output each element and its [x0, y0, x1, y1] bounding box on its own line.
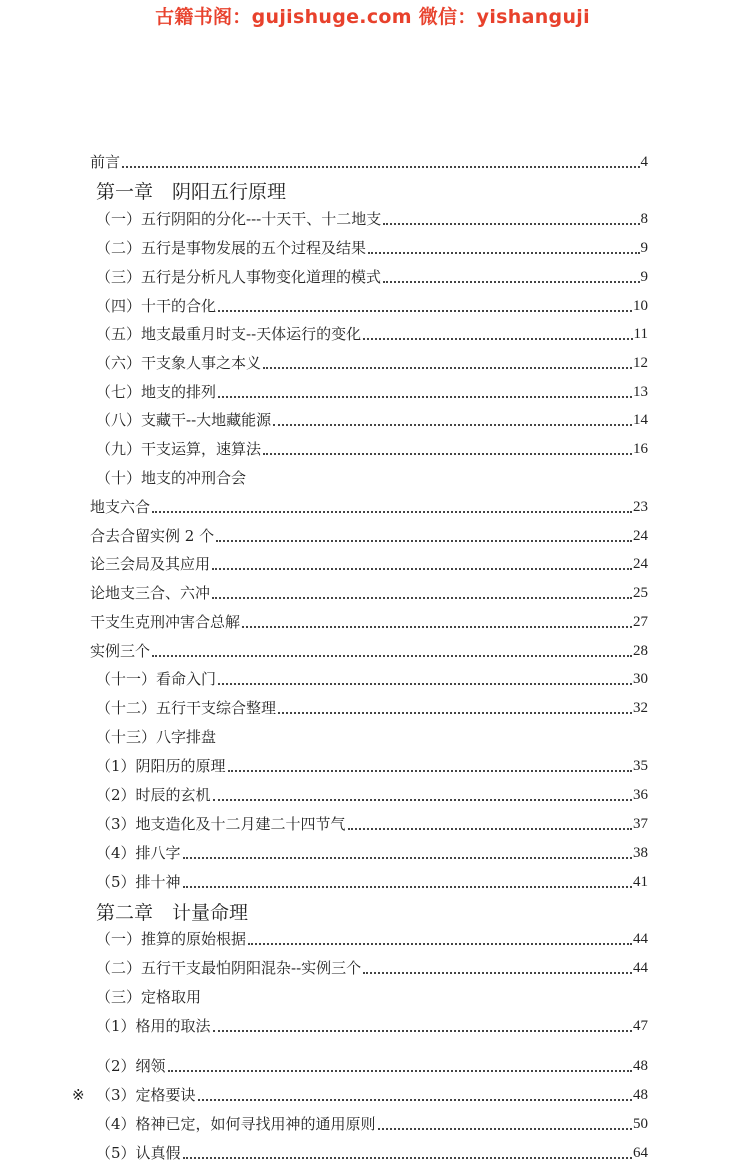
- dot-leader: [383, 281, 639, 283]
- toc-page-number: 23: [633, 499, 648, 515]
- toc-entry-title: （九）干支运算，速算法: [96, 440, 262, 458]
- dot-leader: [348, 828, 632, 830]
- toc-entry: [96, 435, 648, 459]
- dot-leader: [263, 453, 632, 455]
- toc-entry: [90, 637, 648, 661]
- toc-page-number: 38: [633, 845, 648, 861]
- dot-leader: [212, 597, 632, 599]
- toc-entry-title: （七）地支的排列: [96, 383, 217, 401]
- toc-entry-title: 第一章 阴阳五行原理: [96, 181, 287, 203]
- toc-entry-title: （2）纲领: [96, 1057, 166, 1075]
- reference-mark: ※: [72, 1086, 85, 1104]
- toc-entry: [96, 349, 648, 373]
- toc-entry-title: （四）十干的合化: [96, 297, 217, 315]
- dot-leader: [218, 396, 632, 398]
- toc-entry-title: （5）认真假: [96, 1144, 181, 1162]
- toc-entry-title: （5）排十神: [96, 873, 181, 891]
- toc-entry-title: （3）定格要诀: [96, 1086, 196, 1104]
- toc-entry: [90, 579, 648, 603]
- toc-chapter-heading: [96, 174, 648, 202]
- toc-entry-title: （三）五行是分析凡人事物变化道理的模式: [96, 268, 382, 286]
- toc-entry-title: 第二章 计量命理: [96, 902, 249, 924]
- dot-leader: [378, 1128, 632, 1130]
- toc-entry: [96, 263, 648, 287]
- toc-entry: [96, 839, 648, 863]
- toc-entry-title: （4）排八字: [96, 844, 181, 862]
- toc-page-number: 47: [633, 1018, 648, 1034]
- dot-leader: [213, 1030, 632, 1032]
- toc-entry: [96, 464, 648, 488]
- toc-page-number: 24: [633, 556, 648, 572]
- dot-leader: [168, 1070, 632, 1072]
- toc-entry: [90, 148, 648, 172]
- toc-page-number: 12: [633, 355, 648, 371]
- toc-page-number: 27: [633, 614, 648, 630]
- toc-entry-title: （一）五行阴阳的分化---十天干、十二地支: [96, 210, 382, 228]
- toc-page-number: 48: [633, 1058, 648, 1074]
- toc-entry-title: （十）地支的冲刑合会: [96, 469, 247, 487]
- toc-entry-title: （八）支藏干--大地藏能源: [96, 411, 272, 429]
- toc-page-number: 24: [633, 528, 648, 544]
- dot-leader: [152, 511, 632, 513]
- toc-entry: [96, 234, 648, 258]
- toc-entry: [96, 378, 648, 402]
- toc-entry-title: （十三）八字排盘: [96, 728, 217, 746]
- toc-page-number: 50: [633, 1116, 648, 1132]
- dot-leader: [198, 1099, 632, 1101]
- toc-entry: [96, 1139, 648, 1163]
- dot-leader: [183, 857, 632, 859]
- toc-page-number: 41: [633, 874, 648, 890]
- toc-entry-title: 论三会局及其应用: [90, 555, 211, 573]
- toc-page-number: 48: [633, 1087, 648, 1103]
- toc-page-number: 44: [633, 931, 648, 947]
- toc-entry: [96, 954, 648, 978]
- dot-leader: [368, 252, 639, 254]
- dot-leader: [228, 770, 632, 772]
- toc-entry-title: （五）地支最重月时支--天体运行的变化: [96, 325, 362, 343]
- toc-entry: [96, 723, 648, 747]
- toc-entry: [96, 1012, 648, 1036]
- toc-entry: [90, 550, 648, 574]
- watermark-header: 古籍书阁：gujishuge.com 微信：yishanguji: [155, 6, 590, 28]
- toc-entry: [96, 1052, 648, 1076]
- dot-leader: [242, 626, 632, 628]
- toc-page-number: 11: [633, 326, 648, 342]
- toc-entry-title: （一）推算的原始根据: [96, 930, 247, 948]
- toc-entry: [90, 522, 648, 546]
- toc-entry: [96, 868, 648, 892]
- toc-entry-title: （三）定格取用: [96, 988, 202, 1006]
- toc-entry-title: 实例三个: [90, 642, 151, 660]
- toc-entry-title: （3）地支造化及十二月建二十四节气: [96, 815, 346, 833]
- toc-entry-title: 前言: [90, 153, 121, 171]
- dot-leader: [183, 1157, 632, 1159]
- toc-page-number: 9: [640, 269, 648, 285]
- toc-entry: [96, 694, 648, 718]
- toc-page-number: 28: [633, 643, 648, 659]
- toc-page-number: 35: [633, 758, 648, 774]
- dot-leader: [183, 886, 632, 888]
- toc-page-number: 30: [633, 671, 648, 687]
- dot-leader: [248, 943, 632, 945]
- dot-leader: [218, 683, 632, 685]
- toc-page-number: 36: [633, 787, 648, 803]
- toc-chapter-heading: [96, 895, 648, 923]
- toc-entry-title: （二）五行干支最怕阴阳混杂--实例三个: [96, 959, 362, 977]
- toc-entry-title: （1）格用的取法: [96, 1017, 211, 1035]
- toc-page-number: 32: [633, 700, 648, 716]
- toc-page-number: 10: [633, 298, 648, 314]
- toc-entry: [96, 925, 648, 949]
- toc-entry-title: （六）干支象人事之本义: [96, 354, 262, 372]
- toc-page-number: 13: [633, 384, 648, 400]
- toc-page-number: 4: [640, 154, 648, 170]
- dot-leader: [363, 972, 632, 974]
- dot-leader: [122, 166, 639, 168]
- toc-entry: [96, 665, 648, 689]
- toc-entry: [96, 292, 648, 316]
- toc-entry-title: 干支生克刑冲害合总解: [90, 613, 241, 631]
- toc-entry: [96, 205, 648, 229]
- toc-entry-title: （4）格神已定，如何寻找用神的通用原则: [96, 1115, 376, 1133]
- toc-page-number: 16: [633, 441, 648, 457]
- toc-entry-title: （十二）五行干支综合整理: [96, 699, 277, 717]
- toc-entry-title: （十一）看命入门: [96, 670, 217, 688]
- dot-leader: [273, 424, 632, 426]
- toc-entry: [96, 983, 648, 1007]
- toc-entry: [96, 320, 648, 344]
- dot-leader: [383, 223, 639, 225]
- toc-entry-title: （1）阴阳历的原理: [96, 757, 226, 775]
- toc-entry-title: 合去合留实例 2 个: [90, 527, 215, 545]
- dot-leader: [263, 367, 632, 369]
- dot-leader: [218, 310, 632, 312]
- toc-page-number: 14: [633, 412, 648, 428]
- dot-leader: [216, 540, 632, 542]
- dot-leader: [213, 799, 632, 801]
- dot-leader: [363, 338, 632, 340]
- toc-entry: [96, 1110, 648, 1134]
- toc-page-number: 9: [640, 240, 648, 256]
- toc-page-number: 25: [633, 585, 648, 601]
- dot-leader: [278, 712, 632, 714]
- dot-leader: [152, 655, 632, 657]
- toc-page-number: 64: [633, 1145, 648, 1161]
- toc-entry: [96, 1081, 648, 1105]
- toc-entry-title: 论地支三合、六冲: [90, 584, 211, 602]
- toc-entry-title: （2）时辰的玄机: [96, 786, 211, 804]
- toc-page-number: 44: [633, 960, 648, 976]
- toc-page-number: 8: [640, 211, 648, 227]
- toc-entry: [96, 781, 648, 805]
- toc-entry: [90, 608, 648, 632]
- dot-leader: [212, 568, 632, 570]
- toc-entry-title: 地支六合: [90, 498, 151, 516]
- toc-entry: [96, 810, 648, 834]
- toc-entry: [96, 406, 648, 430]
- toc-entry-title: （二）五行是事物发展的五个过程及结果: [96, 239, 367, 257]
- toc-entry: [90, 493, 648, 517]
- toc-entry: [96, 752, 648, 776]
- toc-page-number: 37: [633, 816, 648, 832]
